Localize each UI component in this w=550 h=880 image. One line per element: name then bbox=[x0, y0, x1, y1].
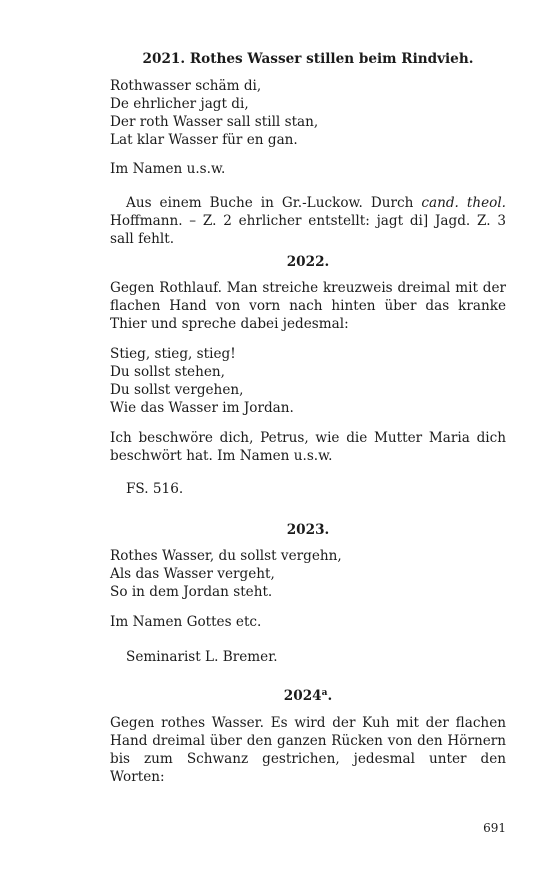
note-2023: Seminarist L. Bremer. bbox=[126, 649, 278, 665]
note-2022: FS. 516. bbox=[126, 481, 184, 497]
note-italic: cand. theol. bbox=[421, 195, 506, 211]
section-heading-2022: 2022. bbox=[286, 254, 330, 270]
intro-2024a: Gegen rothes Wasser. Es wird der Kuh mit der flachen Hand dreimal über den ganzen Rücken von den Hörnern bis zum Schwanz gestrichen, jedesmal unter den Worten: bbox=[110, 715, 506, 785]
verse-line: Du sollst stehen, bbox=[110, 364, 225, 380]
section-heading-2023: 2023. bbox=[286, 522, 330, 538]
verse-line: Stieg, stieg, stieg! bbox=[110, 346, 236, 362]
closing-2023: Im Namen Gottes etc. bbox=[110, 614, 262, 630]
note-2021 bbox=[110, 194, 506, 248]
verse-line: Du sollst vergehen, bbox=[110, 382, 244, 398]
section-heading-2021: 2021. Rothes Wasser stillen beim Rindvieh. bbox=[142, 51, 474, 67]
note-text: Aus einem Buche in Gr.-Luckow. Durch bbox=[126, 195, 422, 211]
verse-2022 bbox=[110, 345, 506, 417]
section-heading-2024a bbox=[110, 687, 506, 705]
verse-line: Rothwasser schäm di, bbox=[110, 78, 262, 94]
page-number: 691 bbox=[483, 821, 506, 835]
heading-number: 2024 bbox=[283, 688, 322, 704]
verse-2021 bbox=[110, 77, 506, 149]
note-text: Hoffmann. – Z. 2 ehrlicher entstellt: jagt di] Jagd. Z. 3 sall fehlt. bbox=[110, 213, 506, 247]
intro-2022: Gegen Rothlauf. Man streiche kreuzweis dreimal mit der flachen Hand von vorn nach hinten über das kranke Thier und spreche dabei jedesmal: bbox=[110, 280, 506, 332]
verse-line: Wie das Wasser im Jordan. bbox=[110, 400, 294, 416]
heading-period: . bbox=[327, 688, 333, 704]
verse-2023 bbox=[110, 547, 506, 601]
closing-2022: Ich beschwöre dich, Petrus, wie die Mutter Maria dich beschwört hat. Im Namen u.s.w. bbox=[110, 430, 506, 464]
heading-superscript: a bbox=[321, 688, 328, 698]
verse-line: So in dem Jordan steht. bbox=[110, 584, 273, 600]
verse-line: Rothes Wasser, du sollst vergehn, bbox=[110, 548, 342, 564]
verse-line: Lat klar Wasser für en gan. bbox=[110, 132, 298, 148]
verse-line: De ehrlicher jagt di, bbox=[110, 96, 249, 112]
verse-line: Der roth Wasser sall still stan, bbox=[110, 114, 319, 130]
closing-2021: Im Namen u.s.w. bbox=[110, 161, 226, 177]
verse-line: Als das Wasser vergeht, bbox=[110, 566, 275, 582]
